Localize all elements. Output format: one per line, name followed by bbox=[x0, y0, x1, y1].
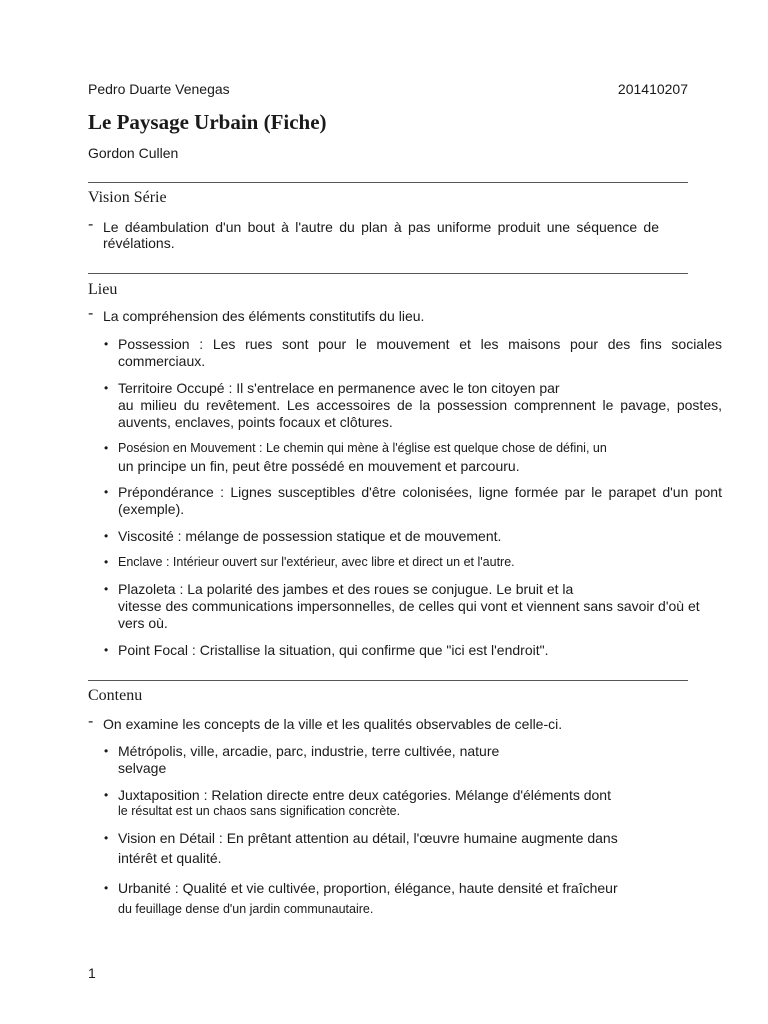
bullet-marker: • bbox=[104, 582, 109, 596]
list-item-text: Juxtaposition : Relation directe entre deux catégories. Mélange d'éléments dont bbox=[118, 787, 611, 803]
list-item bbox=[104, 830, 722, 847]
list-item-text: Vision en Détail : En prêtant attention au détail, l'œuvre humaine augmente dans bbox=[118, 830, 618, 846]
dash-item bbox=[88, 216, 659, 251]
section-heading-lieu: Lieu bbox=[88, 281, 118, 298]
list-item bbox=[104, 440, 722, 457]
list-item-text: le résultat est un chaos sans signification concrète. bbox=[118, 804, 401, 818]
bullet-marker: • bbox=[104, 529, 109, 543]
list-item-text: Territoire Occupé : Il s'entrelace en permanence avec le ton citoyen par bbox=[118, 380, 560, 396]
section-heading-vision-serie: Vision Série bbox=[88, 189, 167, 206]
dash-item-text: La compréhension des éléments constitutifs du lieu. bbox=[103, 308, 425, 324]
bullet-marker: • bbox=[104, 381, 109, 395]
page-title: Le Paysage Urbain (Fiche) bbox=[88, 110, 327, 134]
list-item bbox=[104, 880, 722, 897]
bullet-marker: • bbox=[104, 831, 109, 845]
bullet-marker: • bbox=[104, 744, 109, 758]
list-item-continuation bbox=[104, 901, 722, 918]
list-item-continuation bbox=[104, 803, 722, 820]
list-item-continuation bbox=[104, 850, 722, 867]
bullet-marker: • bbox=[104, 337, 109, 351]
bullet-marker: • bbox=[104, 788, 109, 802]
list-item bbox=[104, 642, 722, 659]
header-row bbox=[88, 81, 688, 97]
bullet-marker: • bbox=[104, 555, 109, 569]
list-item bbox=[104, 528, 722, 545]
list-item-continuation bbox=[104, 458, 722, 475]
section-heading-contenu: Contenu bbox=[88, 687, 143, 704]
list-item bbox=[104, 554, 722, 571]
list-item-text: un principe un fin, peut être possédé en mouvement et parcouru. bbox=[118, 458, 520, 474]
list-item-text: Point Focal : Cristallise la situation, qui confirme que "ici est l'endroit". bbox=[118, 642, 549, 658]
bullet-marker: • bbox=[104, 643, 109, 657]
list-item bbox=[104, 484, 722, 518]
list-item-continuation bbox=[104, 760, 722, 777]
list-item-text: au milieu du revêtement. Les accessoires de la possession comprennent le pavage, postes, auvents, enclaves, points focaux et clôtures. bbox=[118, 397, 722, 430]
list-item-continuation bbox=[104, 397, 722, 431]
bullet-marker: • bbox=[104, 441, 109, 455]
list-item bbox=[104, 787, 722, 804]
section-divider bbox=[88, 273, 688, 274]
author-name: Pedro Duarte Venegas bbox=[88, 81, 230, 97]
list-item-text: Plazoleta : La polarité des jambes et des roues se conjugue. Le bruit et la bbox=[118, 581, 574, 597]
list-item-text: Posésion en Mouvement : Le chemin qui mène à l'église est quelque chose de défini, un bbox=[118, 441, 607, 455]
bullet-marker: • bbox=[104, 881, 109, 895]
list-item-text: Prépondérance : Lignes susceptibles d'être colonisées, ligne formée par le parapet d'un pont (exemple). bbox=[118, 484, 722, 517]
page-number: 1 bbox=[88, 965, 96, 981]
dash-marker: - bbox=[88, 216, 94, 233]
list-item-text: Enclave : Intérieur ouvert sur l'extérieur, avec libre et direct un et l'autre. bbox=[118, 555, 515, 569]
dash-marker: - bbox=[88, 713, 94, 730]
list-item bbox=[104, 743, 722, 760]
list-item-text: du feuillage dense d'un jardin communautaire. bbox=[118, 902, 374, 916]
list-item bbox=[104, 380, 722, 397]
section-divider bbox=[88, 680, 688, 681]
list-item-text: Métrópolis, ville, arcadie, parc, industrie, terre cultivée, nature bbox=[118, 743, 500, 759]
dash-item-text: Le déambulation d'un bout à l'autre du plan à pas uniforme produit une séquence de révélations. bbox=[103, 219, 659, 251]
list-item-text: intérêt et qualité. bbox=[118, 850, 222, 866]
subtitle-author: Gordon Cullen bbox=[88, 145, 179, 161]
list-item-text: vitesse des communications impersonnelles, de celles qui vont et viennent sans savoir d'où et vers où. bbox=[118, 598, 700, 631]
dash-item bbox=[88, 713, 659, 732]
list-item-text: Viscosité : mélange de possession statique et de mouvement. bbox=[118, 528, 502, 544]
list-item bbox=[104, 581, 722, 598]
student-id: 201410207 bbox=[617, 81, 688, 97]
list-item bbox=[104, 336, 722, 370]
dash-item-text: On examine les concepts de la ville et les qualités observables de celle-ci. bbox=[103, 716, 563, 732]
list-item-text: Urbanité : Qualité et vie cultivée, proportion, élégance, haute densité et fraîcheur bbox=[118, 880, 618, 896]
list-item-text: selvage bbox=[118, 760, 167, 776]
bullet-marker: • bbox=[104, 485, 109, 499]
dash-marker: - bbox=[88, 305, 94, 322]
list-item-text: Possession : Les rues sont pour le mouvement et les maisons pour des fins sociales commerciaux. bbox=[118, 336, 722, 369]
list-item-continuation bbox=[104, 598, 722, 632]
section-divider bbox=[88, 182, 688, 183]
dash-item bbox=[88, 305, 659, 324]
